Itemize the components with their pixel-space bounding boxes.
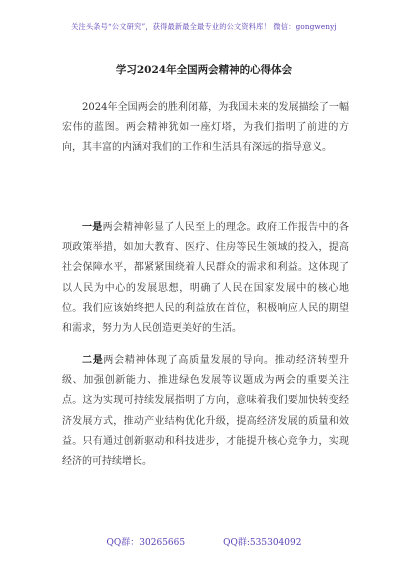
paragraph-point-two (62, 351, 349, 472)
footer-contacts (0, 535, 408, 548)
paragraph-intro (62, 98, 349, 159)
footer-qq-group-2: QQ群:535304092 (223, 538, 302, 548)
paragraph-point-one-lead: 一是 (82, 222, 103, 233)
paragraph-point-two-lead: 二是 (82, 355, 104, 366)
paragraph-intro-text: 2024年全国两会的胜利闭幕，为我国未来的发展描绘了一幅宏伟的蓝图。两会精神犹如一座灯塔，为我们指明了前进的方向，其丰富的内涵对我们的工作和生活具有深远的指导意义。 (62, 102, 349, 154)
paragraph-point-two-text: 两会精神体现了高质量发展的导向。推动经济转型升级、加强创新能力、推进绿色发展等议题成为两会的重要关注点。这为实现可持续发展指明了方向，意味着我们要加快转变经济发展方式，推动产业结构优化升级，提高经济发展的质量和效益。只有通过创新驱动和科技进步，才能提升核心竞争力，实现经济的可持续增长。 (62, 355, 350, 468)
footer-qq-group-1: QQ群：30265665 (106, 538, 186, 548)
paragraph-point-one-text: 两会精神彰显了人民至上的理念。政府工作报告中的各项政策举措，如加大教育、医疗、住房等民生领域的投入，提高社会保障水平，都紧紧围绕着人民群众的需求和利益。这体现了以人民为中心的发展思想，明确了人民在国家发展中的核心地位。我们应该始终把人民的利益放在首位，积极响应人民的期望和需求，努力为人民创造更美好的生活。 (62, 222, 350, 335)
paragraph-point-one (62, 218, 349, 339)
promo-banner: 关注头条号“公文研究”，获得最新最全最专业的公文资料库！ 微信：gongwenyj (71, 22, 337, 31)
document-title: 学习2024年全国两会精神的心得体会 (115, 64, 293, 76)
